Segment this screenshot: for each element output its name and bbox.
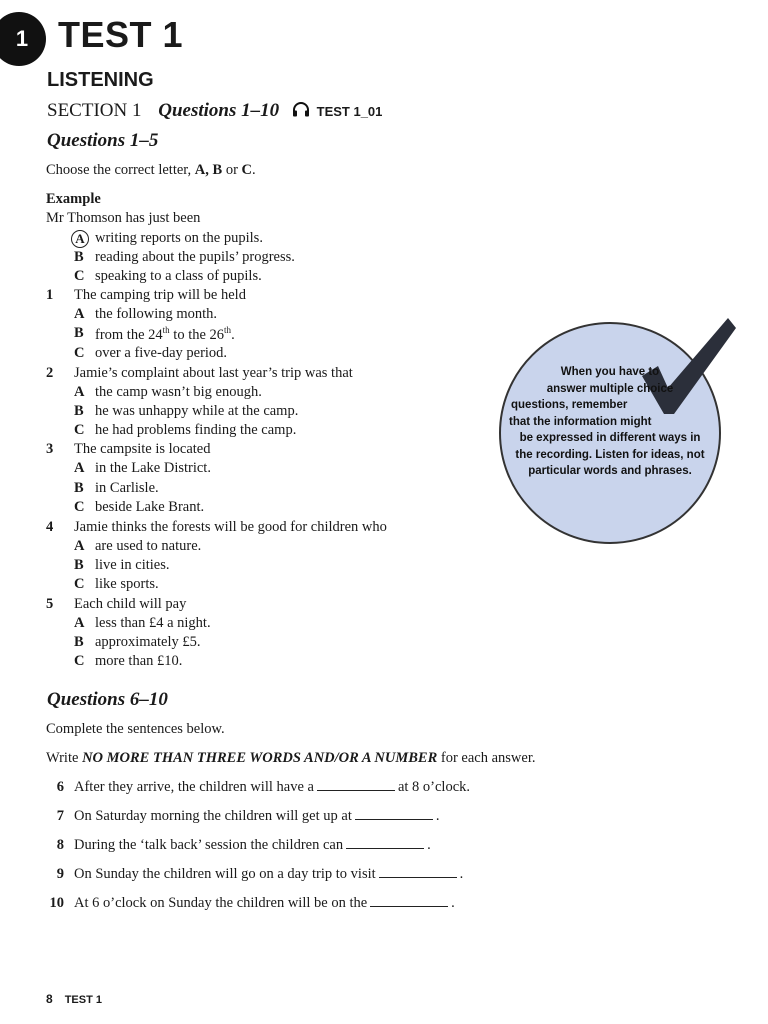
sentence-number: 6 [56,779,64,795]
answer-blank[interactable] [355,808,433,820]
page-title: TEST 1 [58,14,184,55]
option-text: approximately £5. [95,634,201,650]
tip-line: that the information might [509,415,652,428]
answer-blank[interactable] [370,895,448,907]
option-letter: B [74,634,84,650]
headphones-icon [292,101,310,123]
question-stem: Jamie thinks the forests will be good for children who [74,519,387,535]
tip-line: particular words and phrases. [528,465,692,477]
sentence-text: On Saturday morning the children will get up at . [74,808,440,824]
example-option-text: speaking to a class of pupils. [95,268,262,284]
example-option-letter: B [74,249,84,265]
example-label: Example [46,191,101,207]
questions-6-10-heading: Questions 6–10 [47,689,168,710]
question-stem: The campsite is located [74,441,211,457]
sentence-text: At 6 o’clock on Sunday the children will be on the . [74,895,455,911]
question-number: 1 [46,287,54,303]
instruction-complete: Complete the sentences below. [46,721,225,737]
example-stem: Mr Thomson has just been [46,210,201,226]
option-letter: B [74,557,84,573]
option-text: in the Lake District. [95,460,211,476]
instruction-word-limit: Write NO MORE THAN THREE WORDS AND/OR A NUMBER for each answer. [46,750,536,766]
answer-blank[interactable] [379,866,457,878]
question-stem: The camping trip will be held [74,287,246,303]
option-letter: A [74,306,85,322]
instruction-choose: Choose the correct letter, A, B or C. [46,162,256,178]
question-number: 3 [46,441,54,457]
questions-1-5-heading: Questions 1–5 [47,130,159,151]
option-text: he was unhappy while at the camp. [95,403,299,419]
sentence-number: 7 [56,808,64,824]
example-option-text: writing reports on the pupils. [95,230,263,246]
tip-line: When you have to [560,366,660,378]
running-title: TEST 1 [64,994,102,1006]
section-heading [47,100,382,123]
example-option-text: reading about the pupils’ progress. [95,249,295,265]
option-letter: C [74,576,85,592]
sentence-text: During the ‘talk back’ session the children can . [74,837,431,853]
option-text: more than £10. [95,653,183,669]
option-letter: B [74,480,84,496]
option-text: the camp wasn’t big enough. [95,384,262,400]
option-letter: C [74,422,85,438]
option-letter: C [74,653,85,669]
tip-line: answer multiple choice [546,382,674,395]
option-text: he had problems finding the camp. [95,422,297,438]
audio-track-label: TEST 1_01 [316,104,383,119]
option-text: over a five-day period. [95,345,228,361]
sentence-text: On Sunday the children will go on a day trip to visit . [74,866,464,882]
option-letter: A [74,460,85,476]
option-letter: C [74,345,85,361]
option-letter: B [74,403,84,419]
option-text: from the 24th to the 26th. [95,325,235,343]
example-option-letter [74,230,89,248]
question-number: 5 [46,596,54,612]
circled-answer-icon: A [71,230,89,248]
option-text: less than £4 a night. [95,615,211,631]
option-letter: B [74,325,84,341]
tip-line: the recording. Listen for ideas, not [515,448,705,461]
option-text: the following month. [95,306,218,322]
option-letter: C [74,499,85,515]
question-stem: Each child will pay [74,596,187,612]
page-number: 8 [46,992,53,1006]
answer-blank[interactable] [317,779,395,791]
option-text: in Carlisle. [95,480,159,496]
tip-text [499,364,721,480]
sentence-number: 10 [49,895,64,911]
option-text: like sports. [95,576,159,592]
question-number: 2 [46,365,54,381]
tip-line: be expressed in different ways in [519,432,701,444]
option-letter: A [74,384,85,400]
sentence-number: 9 [56,866,64,882]
option-letter: A [74,538,85,554]
option-letter: A [74,615,85,631]
answer-blank[interactable] [346,837,424,849]
example-option-letter: C [74,268,85,284]
question-stem: Jamie’s complaint about last year’s trip was that [74,365,353,381]
tip-line: questions, remember [511,399,628,411]
test-number: 1 [15,26,29,51]
sentence-text: After they arrive, the children will have a at 8 o’clock. [74,779,471,795]
page-footer [46,992,102,1006]
sentence-number: 8 [56,837,64,853]
test-number-badge [0,12,46,66]
skill-heading: LISTENING [47,69,154,91]
option-text: live in cities. [95,557,170,573]
question-number: 4 [46,519,54,535]
questions-range: Questions 1–10 [158,100,280,121]
option-text: are used to nature. [95,538,202,554]
section-label: SECTION 1 [47,100,142,121]
option-text: beside Lake Brant. [95,499,205,515]
